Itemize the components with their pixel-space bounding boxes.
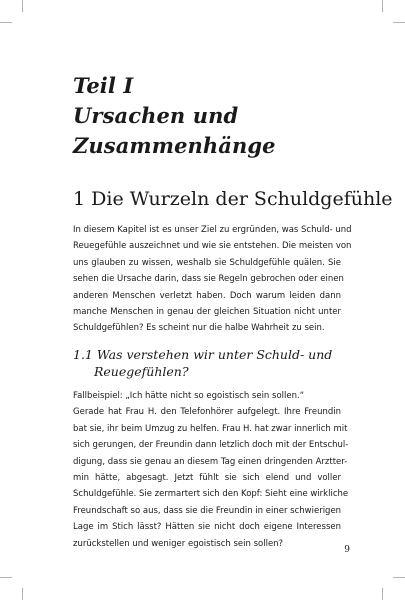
text-line: In diesem Kapitel ist es unser Ziel zu ergründen, was Schuld- und: [73, 225, 352, 235]
crop-mark: [0, 22, 12, 23]
section-title-line: 1.1 Was verstehen wir unter Schuld- und: [73, 347, 333, 362]
page-number: 9: [344, 545, 350, 555]
text-line: Lage im Stich lässt? Hätten sie nicht doch eigene Interessen: [73, 522, 341, 533]
crop-mark: [0, 577, 12, 578]
crop-mark: [382, 588, 383, 600]
section-title: [73, 346, 343, 380]
crop-mark: [393, 22, 405, 23]
intro-paragraph: [73, 222, 352, 337]
text-line: sehen die Ursache darin, dass sie Regeln gebrochen oder einen: [73, 274, 344, 285]
text-line: Gerade hat Frau H. den Telefonhörer aufgelegt. Ihre Freundin: [73, 407, 341, 418]
case-example-paragraph: [73, 388, 349, 552]
part-title-line: Teil I: [73, 73, 134, 98]
text-line: manche Menschen in genau der gleichen Situation nicht unter: [73, 307, 341, 318]
part-title-line: Zusammenhänge: [73, 133, 276, 158]
part-title: [73, 71, 373, 161]
text-line: min hätte, abgesagt. Jetzt fühlt sie sich elend und voller: [73, 473, 341, 484]
text-line: anderen Menschen verletzt haben. Doch warum leiden dann: [73, 290, 341, 301]
text-line: sich gerungen, der Freundin dann letzlich doch mit der Entschul-: [73, 440, 349, 451]
text-line: Schuldgefühle. Sie zermartert sich den Kopf: Sieht eine wirkliche: [73, 489, 349, 500]
text-line: bat sie, ihr beim Umzug zu helfen. Frau H. hat zwar innerlich mit: [73, 423, 348, 434]
text-line: Schuldgefühlen? Es scheint nur die halbe Wahrheit zu sein.: [73, 323, 325, 334]
case-example-heading: Fallbeispiel: „Ich hätte nicht so egoistisch sein sollen.“: [73, 391, 305, 401]
crop-mark: [22, 588, 23, 600]
crop-mark: [382, 0, 383, 12]
crop-mark: [22, 0, 23, 12]
text-line: Reuegefühle auszeichnet und wie sie entstehen. Die meisten von: [73, 241, 352, 252]
section-title-line: Reuegefühlen?: [94, 364, 189, 379]
text-line: digung, dass sie genau an diesem Tag einen dringenden Arztter-: [73, 456, 348, 467]
text-line: uns glauben zu wissen, weshalb sie Schuldgefühle quälen. Sie: [73, 257, 341, 268]
part-title-line: Ursachen und: [73, 103, 239, 128]
chapter-title: 1 Die Wurzeln der Schuldgefühle: [73, 188, 393, 210]
text-line: zurückstellen und weniger egoistisch sein sollen?: [73, 538, 284, 549]
text-line: Freundschaft so aus, dass sie die Freundin in einer schwierigen: [73, 505, 342, 516]
crop-mark: [393, 577, 405, 578]
